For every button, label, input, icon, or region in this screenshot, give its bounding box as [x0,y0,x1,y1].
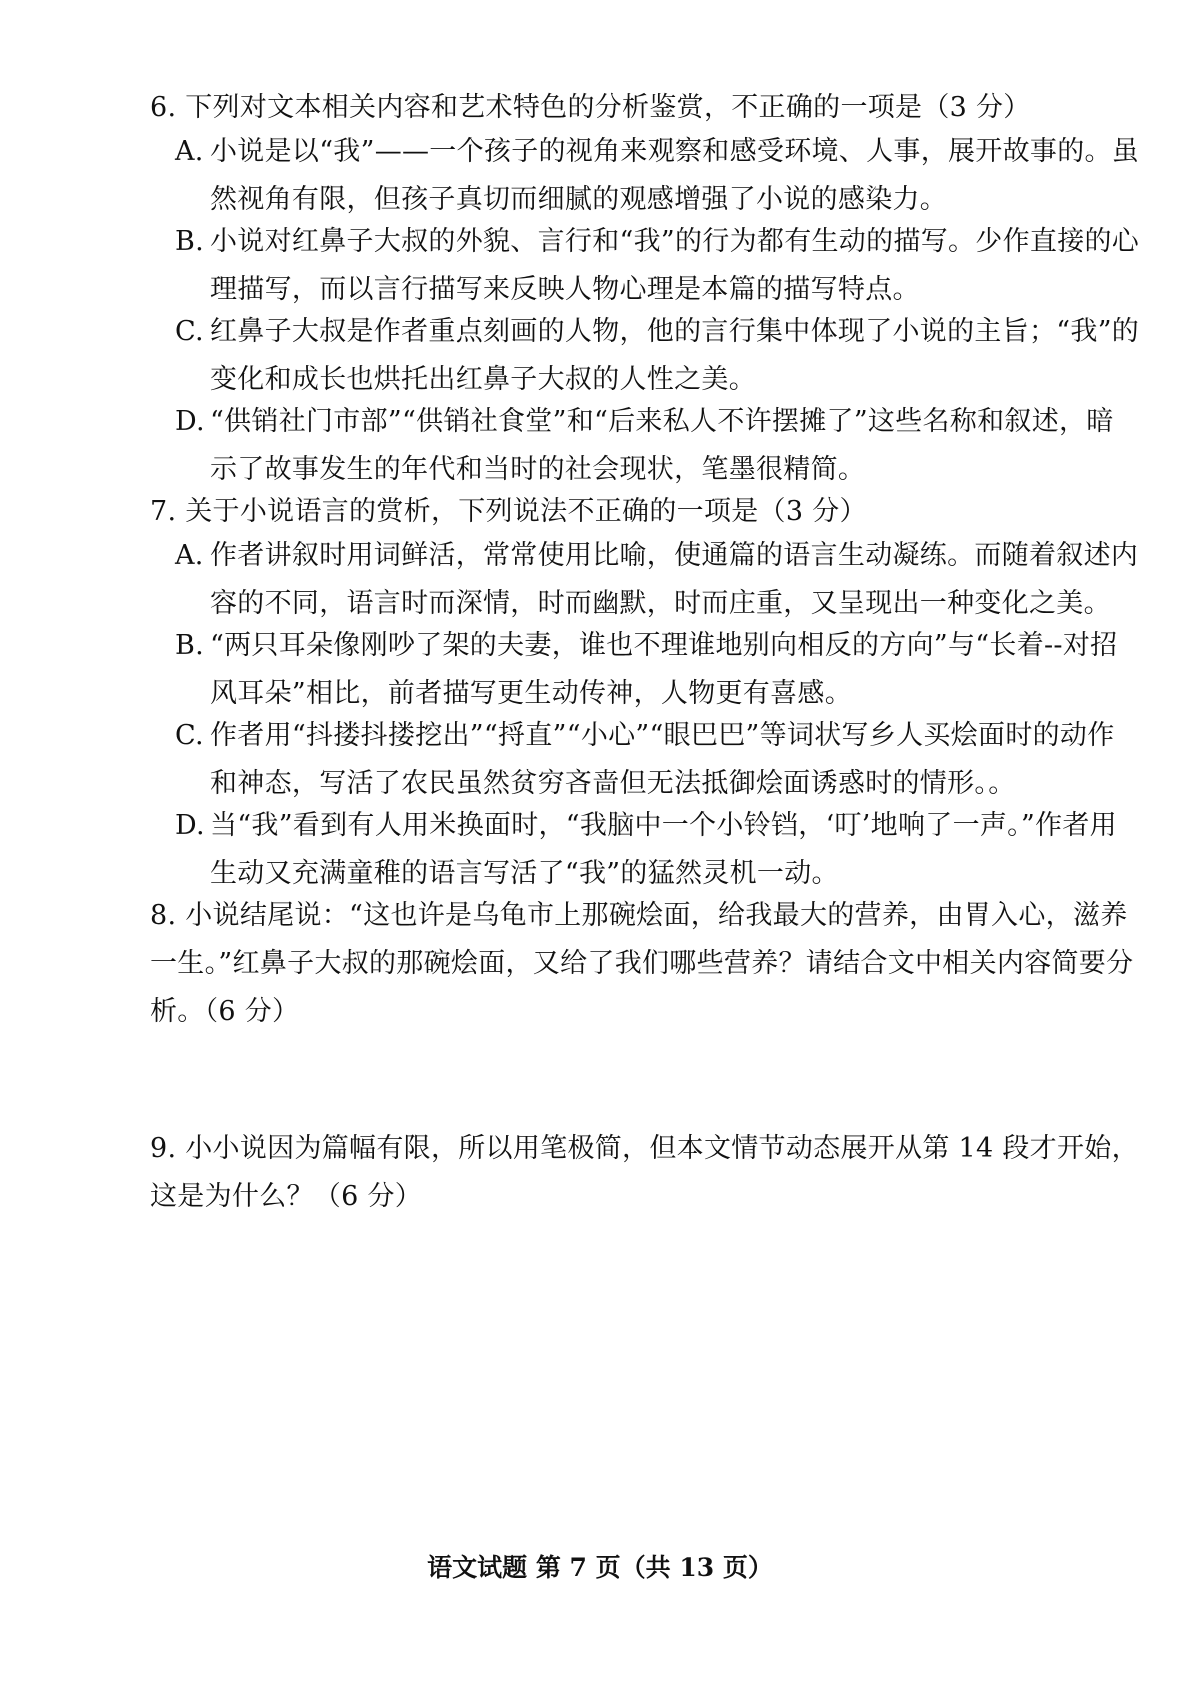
option-text: 作者用“抖搂抖搂挖出”“捋直”“小心”“眼巴巴”等词状写乡人买烩面时的动作和神态，写活了农民虽然贫穷吝啬但无法抵御烩面诱惑时的情形。。 [210,720,1115,799]
option-text: 作者讲叙时用词鲜活，常常使用比喻，使通篇的语言生动凝练。而随着叙述内容的不同，语言时而深情，时而幽默，时而庄重，又呈现出一种变化之美。 [210,540,1139,619]
question-6-option-c [175,308,1140,404]
question-7-option-d [175,802,1140,898]
option-text: 小说对红鼻子大叔的外貌、言行和“我”的行为都有生动的描写。少作直接的心理描写，而以言行描写来反映人物心理是本篇的描写特点。 [210,226,1140,305]
question-8-stem: 8. 小说结尾说：“这也许是乌龟市上那碗烩面，给我最大的营养，由胃入心，滋养一生。”红鼻子大叔的那碗烩面，又给了我们哪些营养？请结合文中相关内容简要分析。（6 分） [150,900,1134,1027]
option-text: 红鼻子大叔是作者重点刻画的人物，他的言行集中体现了小说的主旨；“我”的变化和成长也烘托出红鼻子大叔的人性之美。 [210,316,1140,395]
question-9-stem: 9. 小小说因为篇幅有限，所以用笔极简，但本文情节动态展开从第 14 段才开始，这是为什么？（6 分） [150,1133,1139,1212]
question-6-stem: 6. 下列对文本相关内容和艺术特色的分析鉴赏，不正确的一项是（3 分） [150,92,1031,123]
option-letter: A. [175,540,204,571]
page-footer: 语文试题 第 7 页（共 13 页） [427,1553,773,1582]
option-letter: D. [175,810,205,841]
question-7-stem: 7. 关于小说语言的赏析，下列说法不正确的一项是（3 分） [150,496,867,527]
option-letter: A. [175,136,204,167]
option-letter: C. [175,316,204,347]
option-letter: B. [175,226,205,257]
option-letter: D. [175,406,205,437]
option-letter: C. [175,720,204,751]
option-letter: B. [175,630,205,661]
question-7-option-a [175,532,1140,628]
question-7-option-b [175,622,1140,718]
option-text: “供销社门市部”“供销社食堂”和“后来私人不许摆摊了”这些名称和叙述，暗示了故事发生的年代和当时的社会现状，笔墨很精简。 [210,406,1114,485]
question-6-option-d [175,398,1140,494]
question-7-option-c [175,712,1140,808]
option-text: 小说是以“我”——一个孩子的视角来观察和感受环境、人事，展开故事的。虽然视角有限，但孩子真切而细腻的观感增强了小说的感染力。 [210,136,1140,215]
question-6-option-a [175,128,1140,224]
question-6-option-b [175,218,1140,314]
option-text: “两只耳朵像刚吵了架的夫妻，谁也不理谁地别向相反的方向”与“长着--对招风耳朵”相比，前者描写更生动传神，人物更有喜感。 [210,630,1118,709]
option-text: 当“我”看到有人用米换面时，“我脑中一个小铃铛，‘叮’地响了一声。”作者用生动又充满童稚的语言写活了“我”的猛然灵机一动。 [210,810,1117,889]
